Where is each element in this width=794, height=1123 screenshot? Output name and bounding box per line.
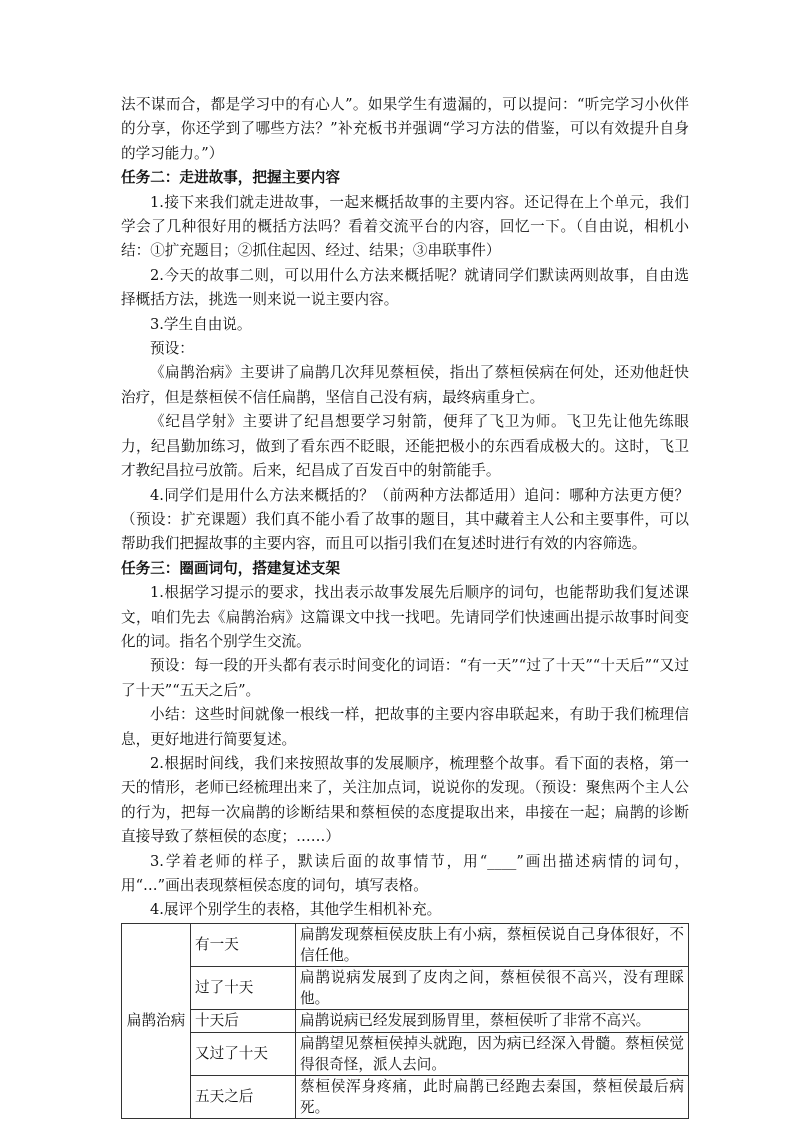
task3-item-3: 3.学着老师的样子，默读后面的故事情节，用“____”画出描述病情的词句，用“…”画出表现蔡桓侯态度的词句，填写表格。: [121, 852, 689, 894]
story-table: [121, 923, 689, 1119]
task2-preset-label: 预设：: [150, 340, 194, 358]
table-time-cell: 有一天: [191, 923, 296, 966]
table-time-cell: 十天后: [191, 1009, 296, 1032]
task3-item-4: 4.展评个别学生的表格，其他学生相机补充。: [150, 901, 442, 919]
table-row: [122, 1009, 689, 1032]
table-desc-cell: 扁鹊说病已经发展到肠胃里，蔡桓侯听了非常不高兴。: [296, 1009, 689, 1032]
table-desc-cell: 扁鹊望见蔡桓侯掉头就跑，因为病已经深入骨髓。蔡桓侯觉得很奇怪，派人去问。: [296, 1032, 689, 1075]
task2-item-4: 4.同学们是用什么方法来概括的？（前两种方法都适用）追问：哪种方法更方便？（预设：扩充课题）我们真不能小看了故事的题目，其中藏着主人公和主要事件，可以帮助我们把握故事的主要内容，而且可以指引我们在复述时进行有效的内容筛选。: [121, 486, 689, 553]
table-row: [122, 1032, 689, 1075]
intro-paragraph: 法不谋而合，都是学习中的有心人”。如果学生有遗漏的，可以提问：“听完学习小伙伴的分享，你还学到了哪些方法？”补充板书并强调“学习方法的借鉴，可以有效提升自身的学习能力。”）: [121, 96, 689, 162]
task3-preset: 预设：每一段的开头都有表示时间变化的词语：“有一天”“过了十天”“十天后”“又过了十天”“五天之后”。: [121, 657, 689, 699]
table-desc-cell: 蔡桓侯浑身疼痛，此时扁鹊已经跑去秦国，蔡桓侯最后病死。: [296, 1075, 689, 1118]
table-desc-cell: 扁鹊说病发展到了皮肉之间，蔡桓侯很不高兴，没有理睬他。: [296, 966, 689, 1009]
task3-item-2: 2.根据时间线，我们来按照故事的发展顺序，梳理整个故事。看下面的表格，第一天的情形，老师已经梳理出来了，关注加点词，说说你的发现。（预设：聚焦两个主人公的行为，把每一次扁鹊的诊断结果和蔡桓侯的态度提取出来，串接在一起；扁鹊的诊断直接导致了蔡桓侯的态度；……）: [121, 754, 689, 846]
task3-item-1: 1.根据学习提示的要求，找出表示故事发展先后顺序的词句，也能帮助我们复述课文，咱们先去《扁鹊治病》这篇课文中找一找吧。先请同学们快速画出提示故事时间变化的词。指名个别学生交流。: [121, 584, 689, 650]
table-story-label: 扁鹊治病: [122, 923, 191, 1118]
table-time-cell: 又过了十天: [191, 1032, 296, 1075]
table-row: [122, 966, 689, 1009]
document-page: [121, 93, 689, 1119]
task2-preset-bianque: 《扁鹊治病》主要讲了扁鹊几次拜见蔡桓侯，指出了蔡桓侯病在何处，还劝他赶快治疗，但是蔡桓侯不信任扁鹊，坚信自己没有病，最终病重身亡。: [121, 364, 689, 406]
table-row: [122, 923, 689, 966]
task2-preset-jichang: 《纪昌学射》主要讲了纪昌想要学习射箭，便拜了飞卫为师。飞卫先让他先练眼力，纪昌勤加练习，做到了看东西不眨眼，还能把极小的东西看成极大的。这时，飞卫才教纪昌拉弓放箭。后来，纪昌成了百发百中的射箭能手。: [121, 413, 689, 480]
table-time-cell: 五天之后: [191, 1075, 296, 1118]
task2-item-2: 2.今天的故事二则，可以用什么方法来概括呢？就请同学们默读两则故事，自由选择概括方法，挑选一则来说一说主要内容。: [121, 266, 689, 309]
task2-heading: 任务二：走进故事，把握主要内容: [121, 169, 340, 187]
task3-summary: 小结：这些时间就像一根线一样，把故事的主要内容串联起来，有助于我们梳理信息，更好地进行简要复述。: [121, 706, 689, 748]
table-time-cell: 过了十天: [191, 966, 296, 1009]
task3-heading: 任务三：圈画词句，搭建复述支架: [121, 559, 340, 577]
task2-item-1: 1.接下来我们就走进故事，一起来概括故事的主要内容。还记得在上个单元，我们学会了几种很好用的概括方法吗？看着交流平台的内容，回忆一下。（自由说，相机小结：①扩充题目；②抓住起因、经过、结果；③串联事件）: [121, 193, 689, 260]
task2-item-3: 3.学生自由说。: [150, 315, 252, 333]
table-row: [122, 1075, 689, 1118]
table-desc-cell: 扁鹊发现蔡桓侯皮肤上有小病，蔡桓侯说自己身体很好，不信任他。: [296, 923, 689, 966]
